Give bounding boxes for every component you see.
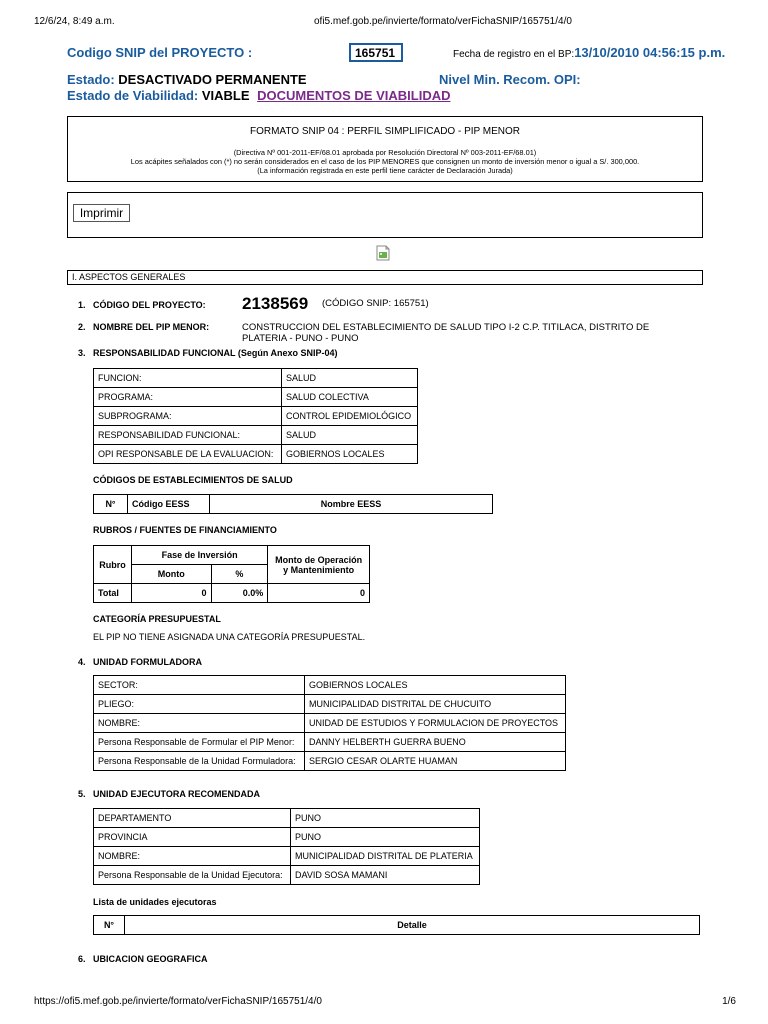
imprimir-button[interactable]: Imprimir bbox=[73, 204, 130, 222]
row-key: SUBPROGRAMA: bbox=[94, 407, 282, 426]
codigo-snip-value: 165751 bbox=[349, 43, 403, 62]
imprimir-box bbox=[67, 192, 703, 238]
row-key: FUNCION: bbox=[94, 369, 282, 388]
item-number: 3. bbox=[78, 348, 86, 358]
rubros-total-monto: 0 bbox=[131, 584, 211, 603]
broken-image-icon bbox=[376, 245, 390, 261]
eess-col-nombre: Nombre EESS bbox=[210, 495, 493, 514]
print-page-number: 1/6 bbox=[722, 996, 736, 1007]
estado-row bbox=[67, 72, 307, 87]
table-row bbox=[94, 426, 418, 445]
table-header-row bbox=[94, 546, 370, 565]
lista-col-detalle: Detalle bbox=[125, 916, 700, 935]
fecha-registro bbox=[453, 45, 725, 60]
nombre-pip-label: NOMBRE DEL PIP MENOR: bbox=[93, 322, 210, 332]
row-key: OPI RESPONSABLE DE LA EVALUACION: bbox=[94, 445, 282, 464]
estado-label: Estado: bbox=[67, 72, 115, 87]
row-value: SALUD bbox=[282, 369, 418, 388]
row-value: PUNO bbox=[291, 809, 480, 828]
row-key: Persona Responsable de la Unidad Ejecutora: bbox=[94, 866, 291, 885]
codigo-snip-note: (CÓDIGO SNIP: 165751) bbox=[322, 298, 429, 309]
table-row bbox=[94, 866, 480, 885]
section-aspectos-generales: I. ASPECTOS GENERALES bbox=[67, 270, 703, 285]
rubros-total-label: Total bbox=[94, 584, 132, 603]
print-footer-url: https://ofi5.mef.gob.pe/invierte/formato/verFichaSNIP/165751/4/0 bbox=[34, 996, 322, 1007]
responsabilidad-table bbox=[93, 368, 418, 464]
print-url: ofi5.mef.gob.pe/invierte/formato/verFichaSNIP/165751/4/0 bbox=[314, 16, 572, 27]
codigo-proyecto-label: CÓDIGO DEL PROYECTO: bbox=[93, 300, 206, 310]
row-key: DEPARTAMENTO bbox=[94, 809, 291, 828]
eess-title: CÓDIGOS DE ESTABLECIMIENTOS DE SALUD bbox=[93, 475, 293, 485]
rubros-table bbox=[93, 545, 370, 603]
print-datetime: 12/6/24, 8:49 a.m. bbox=[34, 16, 115, 27]
formato-note-declaracion: (La información registrada en este perfil tiene carácter de Declaración Jurada) bbox=[257, 166, 513, 175]
item-number: 6. bbox=[78, 954, 86, 964]
rubros-col-monto: Monto bbox=[131, 565, 211, 584]
row-key: Persona Responsable de Formular el PIP Menor: bbox=[94, 733, 305, 752]
item-number: 2. bbox=[78, 322, 86, 332]
row-key: PROGRAMA: bbox=[94, 388, 282, 407]
item-number: 1. bbox=[78, 300, 86, 310]
row-key: NOMBRE: bbox=[94, 847, 291, 866]
categoria-title: CATEGORÍA PRESUPUESTAL bbox=[93, 614, 221, 624]
row-value: DAVID SOSA MAMANI bbox=[291, 866, 480, 885]
row-value: SERGIO CESAR OLARTE HUAMAN bbox=[305, 752, 566, 771]
responsabilidad-label: RESPONSABILIDAD FUNCIONAL (Según Anexo SNIP-04) bbox=[93, 348, 338, 358]
lista-ejecutoras-table bbox=[93, 915, 700, 935]
row-key: SECTOR: bbox=[94, 676, 305, 695]
row-value: PUNO bbox=[291, 828, 480, 847]
formato-title: FORMATO SNIP 04 : PERFIL SIMPLIFICADO - PIP MENOR bbox=[249, 126, 521, 137]
categoria-text: EL PIP NO TIENE ASIGNADA UNA CATEGORÍA PRESUPUESTAL. bbox=[93, 632, 366, 642]
row-key: PLIEGO: bbox=[94, 695, 305, 714]
viabilidad-label: Estado de Viabilidad: bbox=[67, 88, 199, 103]
eess-col-codigo: Código EESS bbox=[128, 495, 210, 514]
documentos-viabilidad-link[interactable]: DOCUMENTOS DE VIABILIDAD bbox=[257, 88, 451, 103]
table-row bbox=[94, 584, 370, 603]
eess-col-n: N° bbox=[94, 495, 128, 514]
unidad-formuladora-table bbox=[93, 675, 566, 771]
viabilidad-value: VIABLE bbox=[201, 88, 250, 103]
fecha-label: Fecha de registro en el BP: bbox=[453, 49, 575, 60]
nombre-pip-value: CONSTRUCCION DEL ESTABLECIMIENTO DE SALUD TIPO I-2 C.P. TITILACA, DISTRITO DE PLATERIA - PUNO - PUNO bbox=[242, 322, 650, 344]
formato-box bbox=[67, 116, 703, 182]
table-row bbox=[94, 407, 418, 426]
table-row bbox=[94, 445, 418, 464]
table-row bbox=[94, 369, 418, 388]
row-key: NOMBRE: bbox=[94, 714, 305, 733]
row-key: RESPONSABILIDAD FUNCIONAL: bbox=[94, 426, 282, 445]
rubros-col-fase: Fase de Inversión bbox=[131, 546, 267, 565]
row-key: Persona Responsable de la Unidad Formuladora: bbox=[94, 752, 305, 771]
table-header-row bbox=[94, 495, 493, 514]
formato-note-acapites: Los acápites señalados con (*) no serán considerados en el caso de los PIP MENORES que consignen un monto de inversión menor o igual a S/. 300,000. bbox=[130, 157, 640, 166]
row-value: SALUD bbox=[282, 426, 418, 445]
row-value: SALUD COLECTIVA bbox=[282, 388, 418, 407]
row-key: PROVINCIA bbox=[94, 828, 291, 847]
rubros-total-pct: 0.0% bbox=[211, 584, 268, 603]
eess-table bbox=[93, 494, 493, 514]
ubicacion-label: UBICACION GEOGRAFICA bbox=[93, 954, 208, 964]
row-value: GOBIERNOS LOCALES bbox=[305, 676, 566, 695]
table-row bbox=[94, 828, 480, 847]
unidad-ejecutora-label: UNIDAD EJECUTORA RECOMENDADA bbox=[93, 789, 261, 799]
row-value: GOBIERNOS LOCALES bbox=[282, 445, 418, 464]
table-row bbox=[94, 676, 566, 695]
row-value: MUNICIPALIDAD DISTRITAL DE CHUCUITO bbox=[305, 695, 566, 714]
rubros-col-rubro: Rubro bbox=[94, 546, 132, 584]
table-row bbox=[94, 388, 418, 407]
table-header-row bbox=[94, 916, 700, 935]
formato-note-directiva: (Directiva Nº 001-2011-EF/68.01 aprobada por Resolución Directoral Nº 003-2011-EF/68.01) bbox=[233, 148, 537, 157]
table-row bbox=[94, 714, 566, 733]
codigo-proyecto-value: 2138569 bbox=[242, 294, 309, 313]
unidad-ejecutora-table bbox=[93, 808, 480, 885]
row-value: CONTROL EPIDEMIOLÓGICO bbox=[282, 407, 418, 426]
item-number: 4. bbox=[78, 657, 86, 667]
rubros-col-oym: Monto de Operación y Mantenimiento bbox=[268, 546, 370, 584]
rubros-col-pct: % bbox=[211, 565, 268, 584]
rubros-title: RUBROS / FUENTES DE FINANCIAMIENTO bbox=[93, 525, 277, 535]
rubros-total-oym: 0 bbox=[268, 584, 370, 603]
table-row bbox=[94, 752, 566, 771]
table-row bbox=[94, 695, 566, 714]
table-row bbox=[94, 733, 566, 752]
nivel-label: Nivel Min. Recom. OPI: bbox=[439, 72, 581, 87]
lista-ejecutoras-title: Lista de unidades ejecutoras bbox=[93, 897, 217, 907]
row-value: DANNY HELBERTH GUERRA BUENO bbox=[305, 733, 566, 752]
item-number: 5. bbox=[78, 789, 86, 799]
codigo-snip-label: Codigo SNIP del PROYECTO : bbox=[67, 45, 253, 60]
print-footer bbox=[34, 996, 736, 1010]
row-value: UNIDAD DE ESTUDIOS Y FORMULACION DE PROYECTOS bbox=[305, 714, 566, 733]
lista-col-n: N° bbox=[94, 916, 125, 935]
table-row bbox=[94, 809, 480, 828]
print-header bbox=[34, 16, 734, 30]
estado-value: DESACTIVADO PERMANENTE bbox=[118, 72, 307, 87]
unidad-formuladora-label: UNIDAD FORMULADORA bbox=[93, 657, 202, 667]
row-value: MUNICIPALIDAD DISTRITAL DE PLATERIA bbox=[291, 847, 480, 866]
fecha-value: 13/10/2010 04:56:15 p.m. bbox=[574, 45, 726, 60]
table-row bbox=[94, 847, 480, 866]
viabilidad-row bbox=[67, 88, 450, 103]
